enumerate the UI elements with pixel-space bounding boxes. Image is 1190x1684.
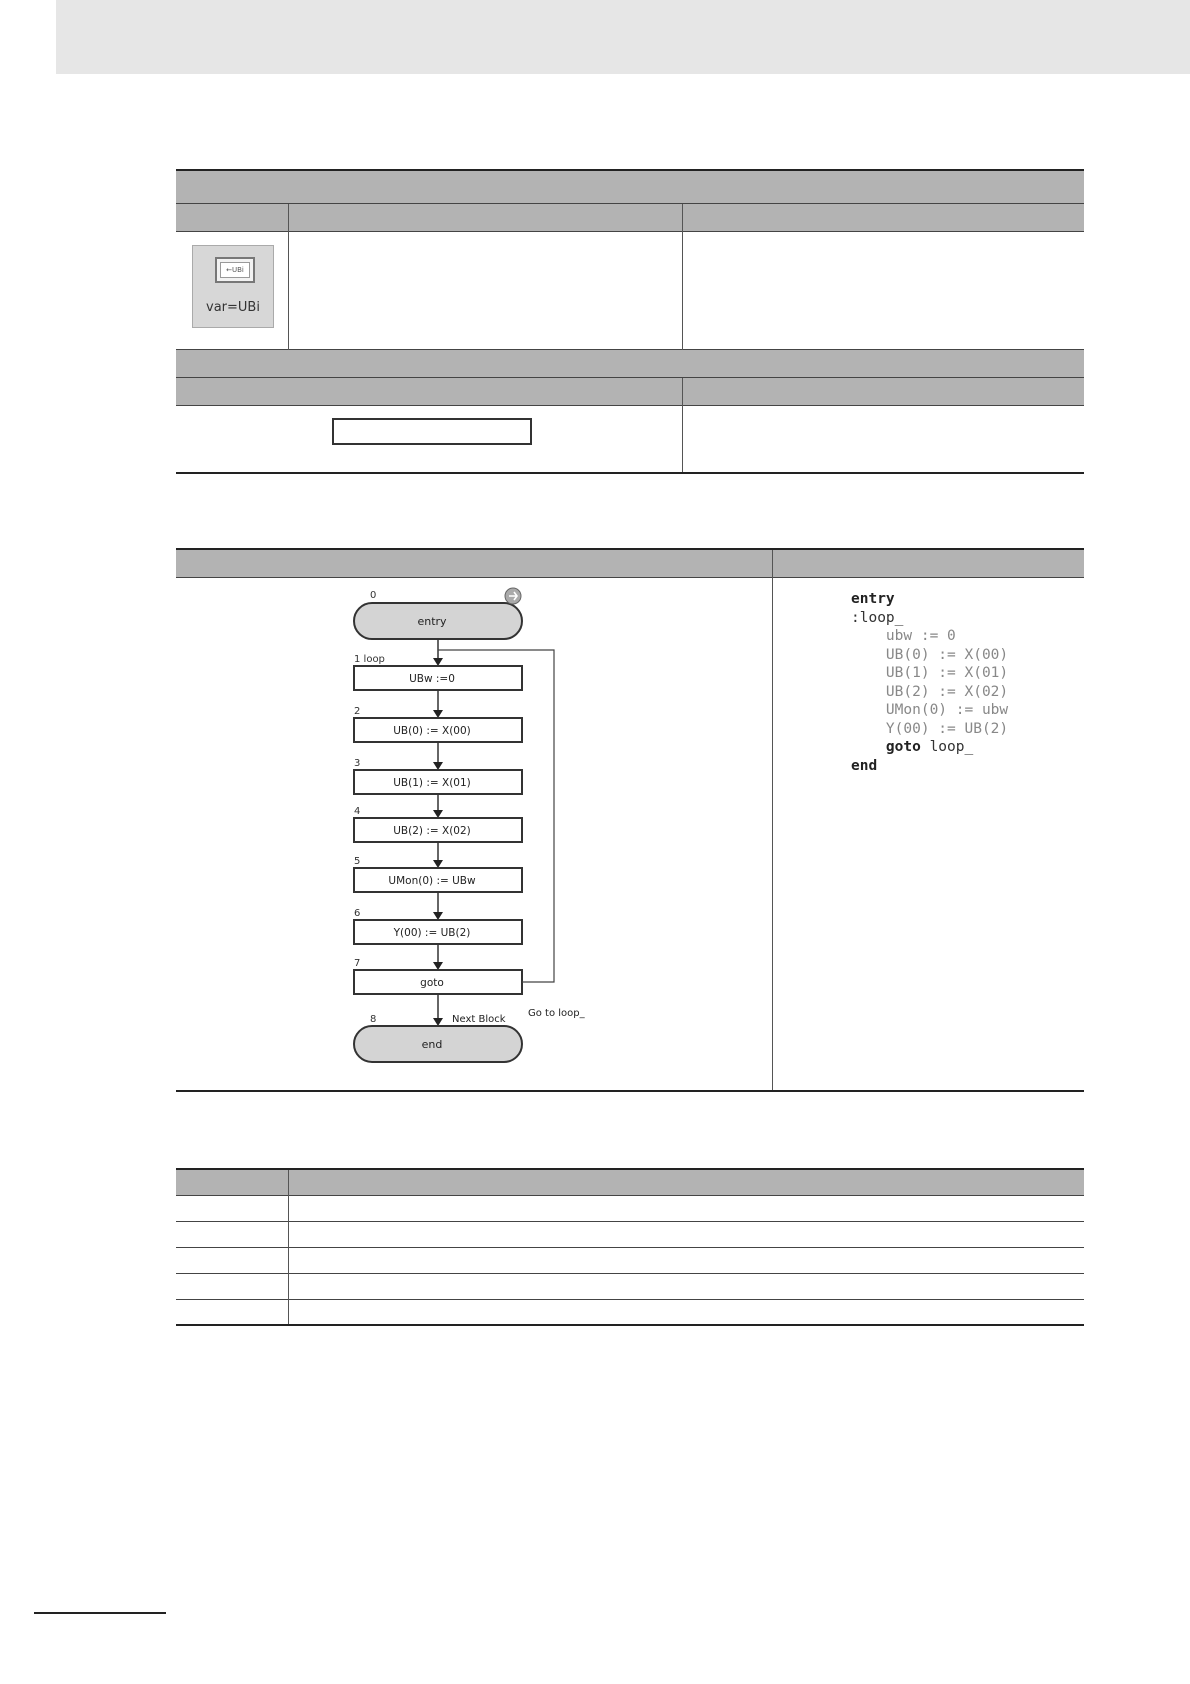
block-number: 1 loop xyxy=(354,654,385,665)
table-row xyxy=(176,1221,1084,1247)
block-number: 2 xyxy=(354,706,361,717)
entry-label: entry xyxy=(417,615,447,628)
next-block-label: Next Block xyxy=(452,1014,506,1025)
table-row xyxy=(176,231,1084,349)
table-title-band xyxy=(176,170,1084,203)
arrow-head xyxy=(433,962,443,970)
screen-icon xyxy=(215,257,255,283)
table-row xyxy=(176,405,1084,473)
flowchart xyxy=(176,576,772,1090)
table-row xyxy=(176,1195,1084,1221)
table-header-row xyxy=(176,1169,1084,1195)
block-label: Y(00) := UB(2) xyxy=(393,927,471,939)
flowchart-svg xyxy=(176,576,772,1090)
notes-cell xyxy=(682,231,1084,349)
icon-spec-table xyxy=(176,169,1084,474)
arrow-head xyxy=(433,710,443,718)
icon-label: var=UBi xyxy=(206,299,260,315)
block-number: 0 xyxy=(370,590,377,601)
block-label: UMon(0) := UBw xyxy=(388,875,476,887)
arrow-head xyxy=(433,658,443,666)
code-line: UB(0) := X(00) xyxy=(851,646,1009,663)
page-header-band xyxy=(56,0,1190,74)
code-line: ubw := 0 xyxy=(851,628,956,644)
setting-notes-cell xyxy=(682,405,1084,473)
goto-label: Go to loop_ xyxy=(528,1008,585,1019)
block-number: 3 xyxy=(354,758,361,769)
end-label: end xyxy=(421,1038,443,1051)
table-section-band xyxy=(176,349,1084,377)
arrow-head xyxy=(433,912,443,920)
table-row xyxy=(176,1273,1084,1299)
code-line: UMon(0) := ubw xyxy=(851,702,1009,718)
code-listing xyxy=(851,590,1008,775)
block-label: UBw :=0 xyxy=(409,673,455,685)
table-row xyxy=(176,1299,1084,1325)
arrow-head xyxy=(433,1018,443,1026)
table-header-row xyxy=(176,549,1084,577)
summary-table xyxy=(176,1168,1084,1326)
arrow-head xyxy=(433,810,443,818)
block-label: UB(0) := X(00) xyxy=(393,725,471,737)
code-line: Y(00) := UB(2) xyxy=(851,720,1009,737)
block-number: 4 xyxy=(354,806,361,817)
property-input-field xyxy=(332,418,532,445)
variable-icon xyxy=(192,245,274,328)
code-line: UB(2) := X(02) xyxy=(851,683,1009,700)
arrow-head xyxy=(433,860,443,868)
block-number: 7 xyxy=(354,958,361,969)
icon-cell xyxy=(176,231,288,349)
code-keyword: goto xyxy=(885,739,921,755)
code-line: end xyxy=(851,757,878,774)
footer-rule xyxy=(34,1612,166,1614)
code-line: :loop_ xyxy=(851,609,904,626)
block-label: goto xyxy=(420,977,444,989)
code-line: loop_ xyxy=(920,739,974,755)
table-header-row xyxy=(176,203,1084,231)
code-line: UB(1) := X(01) xyxy=(851,665,1009,681)
block-number: 6 xyxy=(354,908,361,919)
setting-cell xyxy=(176,405,682,473)
block-label: UB(2) := X(02) xyxy=(393,825,471,837)
block-number: 8 xyxy=(370,1014,377,1025)
icon-screen-text: ←UBi xyxy=(220,262,250,278)
table-row xyxy=(176,1247,1084,1273)
description-cell xyxy=(288,231,682,349)
code-line: entry xyxy=(851,591,895,607)
block-number: 5 xyxy=(354,856,361,867)
arrow-head xyxy=(433,762,443,770)
block-label: UB(1) := X(01) xyxy=(393,777,471,789)
table-header-row xyxy=(176,377,1084,405)
